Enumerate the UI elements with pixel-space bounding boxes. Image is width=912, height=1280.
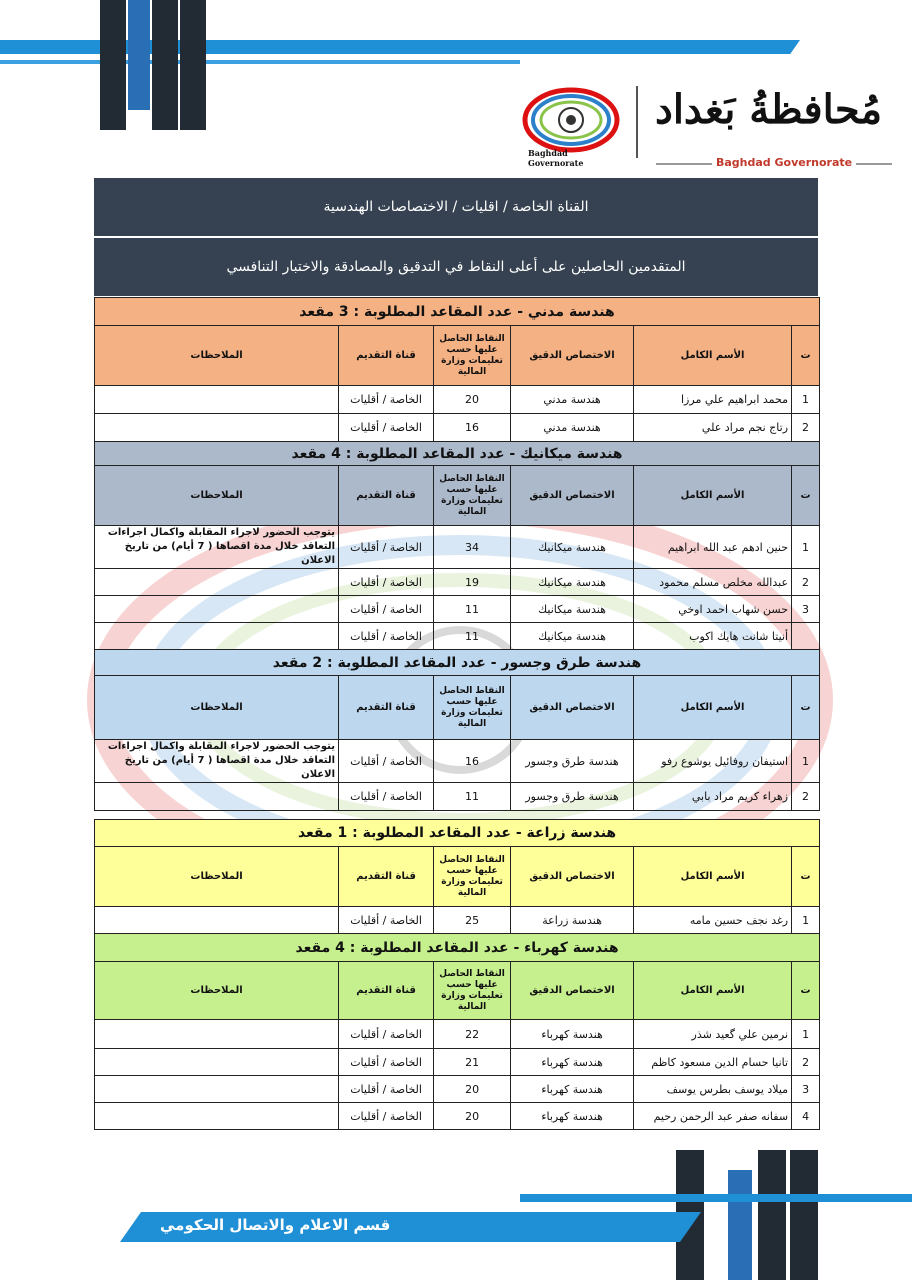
table-row xyxy=(95,740,820,783)
row-notes xyxy=(95,386,339,414)
row-name: أنيتا شانت هايك اكوب xyxy=(634,623,792,650)
row-num: 1 xyxy=(792,386,820,414)
section-title: هندسة مدني - عدد المقاعد المطلوبة : 3 مقعد xyxy=(95,298,820,326)
row-points: 21 xyxy=(434,1049,511,1076)
row-notes xyxy=(95,623,339,650)
row-points: 16 xyxy=(434,414,511,442)
column-header-row xyxy=(95,962,820,1020)
table-row xyxy=(95,569,820,596)
section-header-electrical xyxy=(95,934,820,962)
row-points: 20 xyxy=(434,1076,511,1103)
col-num: ت xyxy=(792,676,820,740)
row-channel: الخاصة / أقليات xyxy=(339,1020,434,1049)
row-notes xyxy=(95,907,339,934)
header-divider xyxy=(636,86,638,158)
table-row xyxy=(95,907,820,934)
col-num: ت xyxy=(792,847,820,907)
col-num: ت xyxy=(792,962,820,1020)
row-notes: يتوجب الحضور لاجراء المقابلة واكمال اجراءات التعاقد خلال مدة اقصاها ( 7 أيام) من تاريخ الاعلان xyxy=(95,526,339,569)
row-num: 3 xyxy=(792,596,820,623)
row-name: عبدالله مخلص مسلم محمود xyxy=(634,569,792,596)
row-spec: هندسة ميكانيك xyxy=(511,623,634,650)
row-points: 22 xyxy=(434,1020,511,1049)
col-points: النقاط الحاصل عليها حسب تعليمات وزارة المالية xyxy=(434,962,511,1020)
logo-english: Baghdad Governorate xyxy=(712,156,856,169)
row-spec: هندسة ميكانيك xyxy=(511,596,634,623)
row-num: 1 xyxy=(792,1020,820,1049)
row-notes xyxy=(95,1020,339,1049)
row-num: 2 xyxy=(792,414,820,442)
col-spec: الاختصاص الدقيق xyxy=(511,466,634,526)
col-channel: قناة التقديم xyxy=(339,676,434,740)
col-name: الأسم الكامل xyxy=(634,466,792,526)
row-points: 11 xyxy=(434,623,511,650)
row-spec: هندسة طرق وجسور xyxy=(511,783,634,811)
row-num: 2 xyxy=(792,1049,820,1076)
row-channel: الخاصة / أقليات xyxy=(339,907,434,934)
col-points: النقاط الحاصل عليها حسب تعليمات وزارة المالية xyxy=(434,326,511,386)
row-name: سفانه صفر عبد الرحمن رحيم xyxy=(634,1103,792,1130)
results-table-2 xyxy=(94,819,820,1130)
row-notes xyxy=(95,596,339,623)
table-row xyxy=(95,526,820,569)
col-channel: قناة التقديم xyxy=(339,326,434,386)
col-channel: قناة التقديم xyxy=(339,962,434,1020)
row-num: 1 xyxy=(792,907,820,934)
row-points: 16 xyxy=(434,740,511,783)
row-channel: الخاصة / أقليات xyxy=(339,1076,434,1103)
row-num: 3 xyxy=(792,1076,820,1103)
col-channel: قناة التقديم xyxy=(339,847,434,907)
col-spec: الاختصاص الدقيق xyxy=(511,676,634,740)
table-row xyxy=(95,623,820,650)
row-points: 11 xyxy=(434,596,511,623)
row-name: حنين ادهم عبد الله ابراهيم xyxy=(634,526,792,569)
col-num: ت xyxy=(792,466,820,526)
row-notes xyxy=(95,569,339,596)
row-num: 2 xyxy=(792,569,820,596)
row-spec: هندسة ميكانيك xyxy=(511,526,634,569)
row-notes xyxy=(95,1103,339,1130)
row-name: استيفان روفائيل يوشوع رفو xyxy=(634,740,792,783)
table-row xyxy=(95,1076,820,1103)
page-subtitle xyxy=(94,238,818,296)
col-spec: الاختصاص الدقيق xyxy=(511,326,634,386)
table-row xyxy=(95,1049,820,1076)
seal-caption: Baghdad Governorate xyxy=(528,148,584,168)
row-spec: هندسة كهرباء xyxy=(511,1049,634,1076)
row-num: 1 xyxy=(792,526,820,569)
row-points: 11 xyxy=(434,783,511,811)
col-num: ت xyxy=(792,326,820,386)
row-channel: الخاصة / أقليات xyxy=(339,1103,434,1130)
row-channel: الخاصة / أقليات xyxy=(339,1049,434,1076)
row-name: رتاج نجم مراد علي xyxy=(634,414,792,442)
col-spec: الاختصاص الدقيق xyxy=(511,962,634,1020)
row-points: 20 xyxy=(434,386,511,414)
row-channel: الخاصة / أقليات xyxy=(339,569,434,596)
row-channel: الخاصة / أقليات xyxy=(339,526,434,569)
page-subtitle-text: المتقدمين الحاصلين على أعلى النقاط في التدقيق والمصادقة والاختبار التنافسي xyxy=(226,259,686,275)
row-name: تانيا حسام الدين مسعود كاظم xyxy=(634,1049,792,1076)
row-name: حسن شهاب احمد اوخي xyxy=(634,596,792,623)
footer-department: قسم الاعلام والاتصال الحكومي xyxy=(160,1216,391,1234)
table-row xyxy=(95,386,820,414)
table-row xyxy=(95,596,820,623)
row-channel: الخاصة / أقليات xyxy=(339,386,434,414)
col-name: الأسم الكامل xyxy=(634,326,792,386)
section-title: هندسة كهرباء - عدد المقاعد المطلوبة : 4 مقعد xyxy=(95,934,820,962)
row-spec: هندسة زراعة xyxy=(511,907,634,934)
table-row xyxy=(95,414,820,442)
row-spec: هندسة كهرباء xyxy=(511,1103,634,1130)
col-notes: الملاحظات xyxy=(95,962,339,1020)
table-row xyxy=(95,1020,820,1049)
row-name: محمد ابراهيم علي مرزا xyxy=(634,386,792,414)
column-header-row xyxy=(95,847,820,907)
row-notes: يتوجب الحضور لاجراء المقابلة واكمال اجراءات التعاقد خلال مدة اقصاها ( 7 أيام) من تاريخ الاعلان xyxy=(95,740,339,783)
col-notes: الملاحظات xyxy=(95,326,339,386)
col-points: النقاط الحاصل عليها حسب تعليمات وزارة المالية xyxy=(434,847,511,907)
row-name: ميلاد يوسف بطرس يوسف xyxy=(634,1076,792,1103)
row-spec: هندسة مدني xyxy=(511,414,634,442)
page-title xyxy=(94,178,818,236)
row-channel: الخاصة / أقليات xyxy=(339,596,434,623)
section-title: هندسة طرق وجسور - عدد المقاعد المطلوبة : 2 مقعد xyxy=(95,650,820,676)
row-name: زهراء كريم مراد بابي xyxy=(634,783,792,811)
row-name: رغد نجف حسين مامه xyxy=(634,907,792,934)
col-points: النقاط الحاصل عليها حسب تعليمات وزارة المالية xyxy=(434,466,511,526)
row-notes xyxy=(95,414,339,442)
row-spec: هندسة ميكانيك xyxy=(511,569,634,596)
row-points: 34 xyxy=(434,526,511,569)
section-title: هندسة زراعة - عدد المقاعد المطلوبة : 1 مقعد xyxy=(95,820,820,847)
row-spec: هندسة كهرباء xyxy=(511,1076,634,1103)
row-channel: الخاصة / أقليات xyxy=(339,783,434,811)
col-name: الأسم الكامل xyxy=(634,676,792,740)
col-notes: الملاحظات xyxy=(95,676,339,740)
column-header-row xyxy=(95,466,820,526)
section-header-civil xyxy=(95,298,820,326)
row-channel: الخاصة / أقليات xyxy=(339,414,434,442)
col-notes: الملاحظات xyxy=(95,847,339,907)
section-header-mechanical xyxy=(95,442,820,466)
col-channel: قناة التقديم xyxy=(339,466,434,526)
row-num: 2 xyxy=(792,783,820,811)
section-header-agriculture xyxy=(95,820,820,847)
row-num: 4 xyxy=(792,1103,820,1130)
row-num xyxy=(792,623,820,650)
row-points: 20 xyxy=(434,1103,511,1130)
col-notes: الملاحظات xyxy=(95,466,339,526)
row-spec: هندسة طرق وجسور xyxy=(511,740,634,783)
col-spec: الاختصاص الدقيق xyxy=(511,847,634,907)
row-channel: الخاصة / أقليات xyxy=(339,623,434,650)
table-row xyxy=(95,783,820,811)
row-num: 1 xyxy=(792,740,820,783)
row-spec: هندسة مدني xyxy=(511,386,634,414)
governorate-seal xyxy=(522,86,620,168)
row-channel: الخاصة / أقليات xyxy=(339,740,434,783)
page-title-text: القناة الخاصة / اقليات / الاختصاصات الهندسية xyxy=(323,199,589,215)
column-header-row xyxy=(95,676,820,740)
row-notes xyxy=(95,1049,339,1076)
row-notes xyxy=(95,1076,339,1103)
table-row xyxy=(95,1103,820,1130)
col-name: الأسم الكامل xyxy=(634,847,792,907)
column-header-row xyxy=(95,326,820,386)
row-notes xyxy=(95,783,339,811)
section-title: هندسة ميكانيك - عدد المقاعد المطلوبة : 4 مقعد xyxy=(95,442,820,466)
col-points: النقاط الحاصل عليها حسب تعليمات وزارة المالية xyxy=(434,676,511,740)
col-name: الأسم الكامل xyxy=(634,962,792,1020)
logo-arabic: مُحافظةُ بَغداد xyxy=(655,86,883,133)
row-points: 19 xyxy=(434,569,511,596)
results-table-1 xyxy=(94,297,820,811)
row-spec: هندسة كهرباء xyxy=(511,1020,634,1049)
row-name: نرمين علي گعيد شذر xyxy=(634,1020,792,1049)
row-points: 25 xyxy=(434,907,511,934)
section-header-roads xyxy=(95,650,820,676)
